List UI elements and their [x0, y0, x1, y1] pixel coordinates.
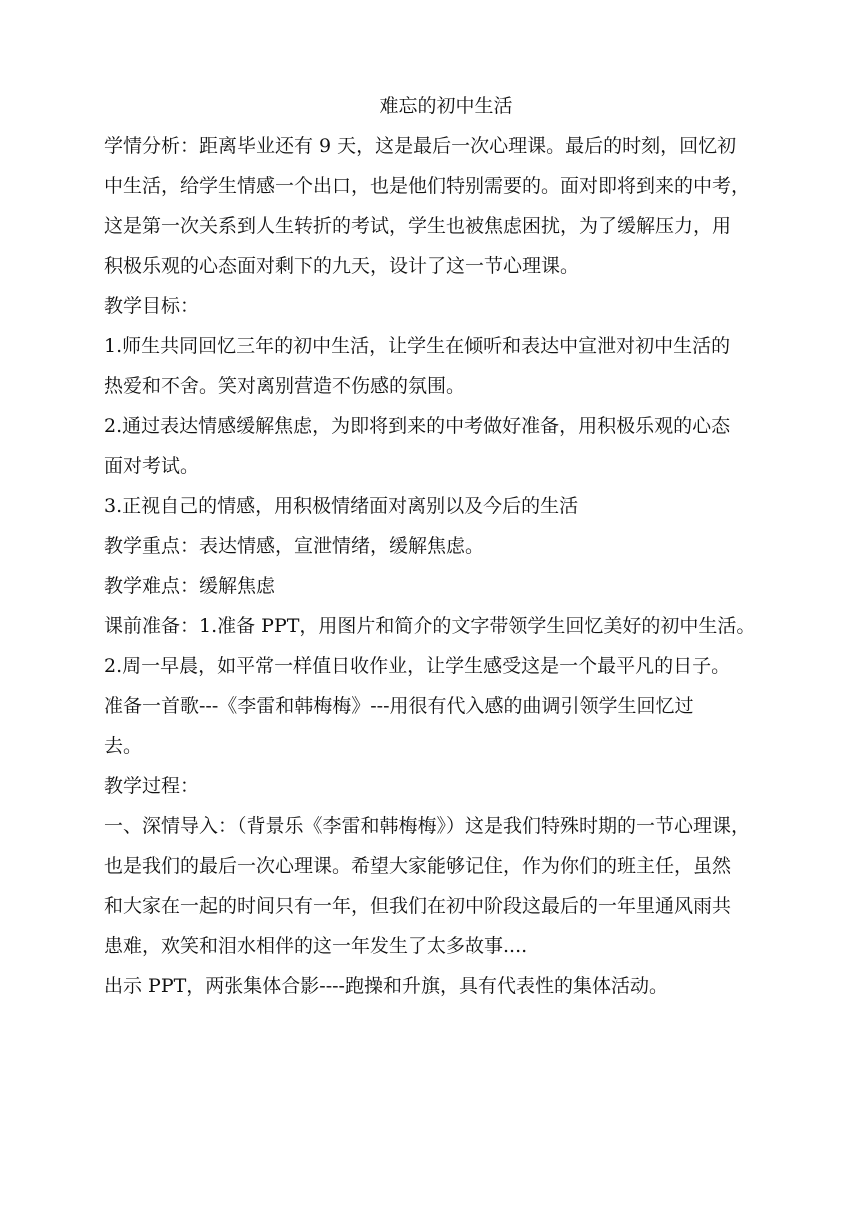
- text-line: 患难，欢笑和泪水相伴的这一年发生了太多故事....: [104, 935, 528, 957]
- text-line: 3.正视自己的情感，用积极情绪面对离别以及今后的生活: [104, 495, 579, 517]
- document-page: [104, 86, 784, 1006]
- text-line: 这是第一次关系到人生转折的考试，学生也被焦虑困扰，为了缓解压力，用: [104, 215, 732, 237]
- text-line: 去。: [104, 735, 143, 757]
- text-line: 2.通过表达情感缓解焦虑，为即将到来的中考做好准备，用积极乐观的心态: [104, 415, 731, 437]
- text-line: 教学过程：: [104, 775, 200, 797]
- text-line: 出示 PPT，两张集体合影----跑操和升旗，具有代表性的集体活动。: [104, 975, 668, 997]
- goal-item-3: [104, 486, 784, 526]
- text-line: 准备一首歌---《李雷和韩梅梅》---用很有代入感的曲调引领学生回忆过: [104, 695, 694, 717]
- goal-item-1: [104, 326, 784, 406]
- text-line: 教学难点：缓解焦虑: [104, 575, 276, 597]
- text-line: 面对考试。: [104, 455, 200, 477]
- paragraph-learning-analysis: [104, 126, 784, 286]
- teaching-focus: [104, 526, 784, 566]
- text-line: 积极乐观的心态面对剩下的九天，设计了这一节心理课。: [104, 255, 580, 277]
- teaching-difficulty: [104, 566, 784, 606]
- text-line: 中生活，给学生情感一个出口，也是他们特别需要的。面对即将到来的中考，: [104, 175, 751, 197]
- goal-item-2: [104, 406, 784, 486]
- text-line: 1.师生共同回忆三年的初中生活，让学生在倾听和表达中宣泄对初中生活的: [104, 335, 731, 357]
- text-line: 和大家在一起的时间只有一年，但我们在初中阶段这最后的一年里通风雨共: [104, 895, 732, 917]
- document-title: 难忘的初中生活: [379, 95, 513, 117]
- preparation-song: [104, 686, 784, 766]
- text-line: 一、深情导入：（背景乐《李雷和韩梅梅》）这是我们特殊时期的一节心理课，: [104, 815, 751, 837]
- text-line: 热爱和不舍。笑对离别营造不伤感的氛围。: [104, 375, 466, 397]
- preparation-item-1: [104, 606, 784, 646]
- heading-teaching-goals: [104, 286, 784, 326]
- text-line: 教学重点：表达情感，宣泄情绪，缓解焦虑。: [104, 535, 485, 557]
- text-line: 课前准备：1.准备 PPT，用图片和简介的文字带领学生回忆美好的初中生活。: [104, 615, 756, 637]
- text-line: 学情分析：距离毕业还有 9 天，这是最后一次心理课。最后的时刻，回忆初: [104, 135, 737, 157]
- process-ppt-photos: [104, 966, 784, 1006]
- text-line: 也是我们的最后一次心理课。希望大家能够记住，作为你们的班主任，虽然: [104, 855, 732, 877]
- text-line: 教学目标：: [104, 295, 200, 317]
- process-intro: [104, 806, 784, 966]
- preparation-item-2: [104, 646, 784, 686]
- heading-teaching-process: [104, 766, 784, 806]
- text-line: 2.周一早晨，如平常一样值日收作业，让学生感受这是一个最平凡的日子。: [104, 655, 731, 677]
